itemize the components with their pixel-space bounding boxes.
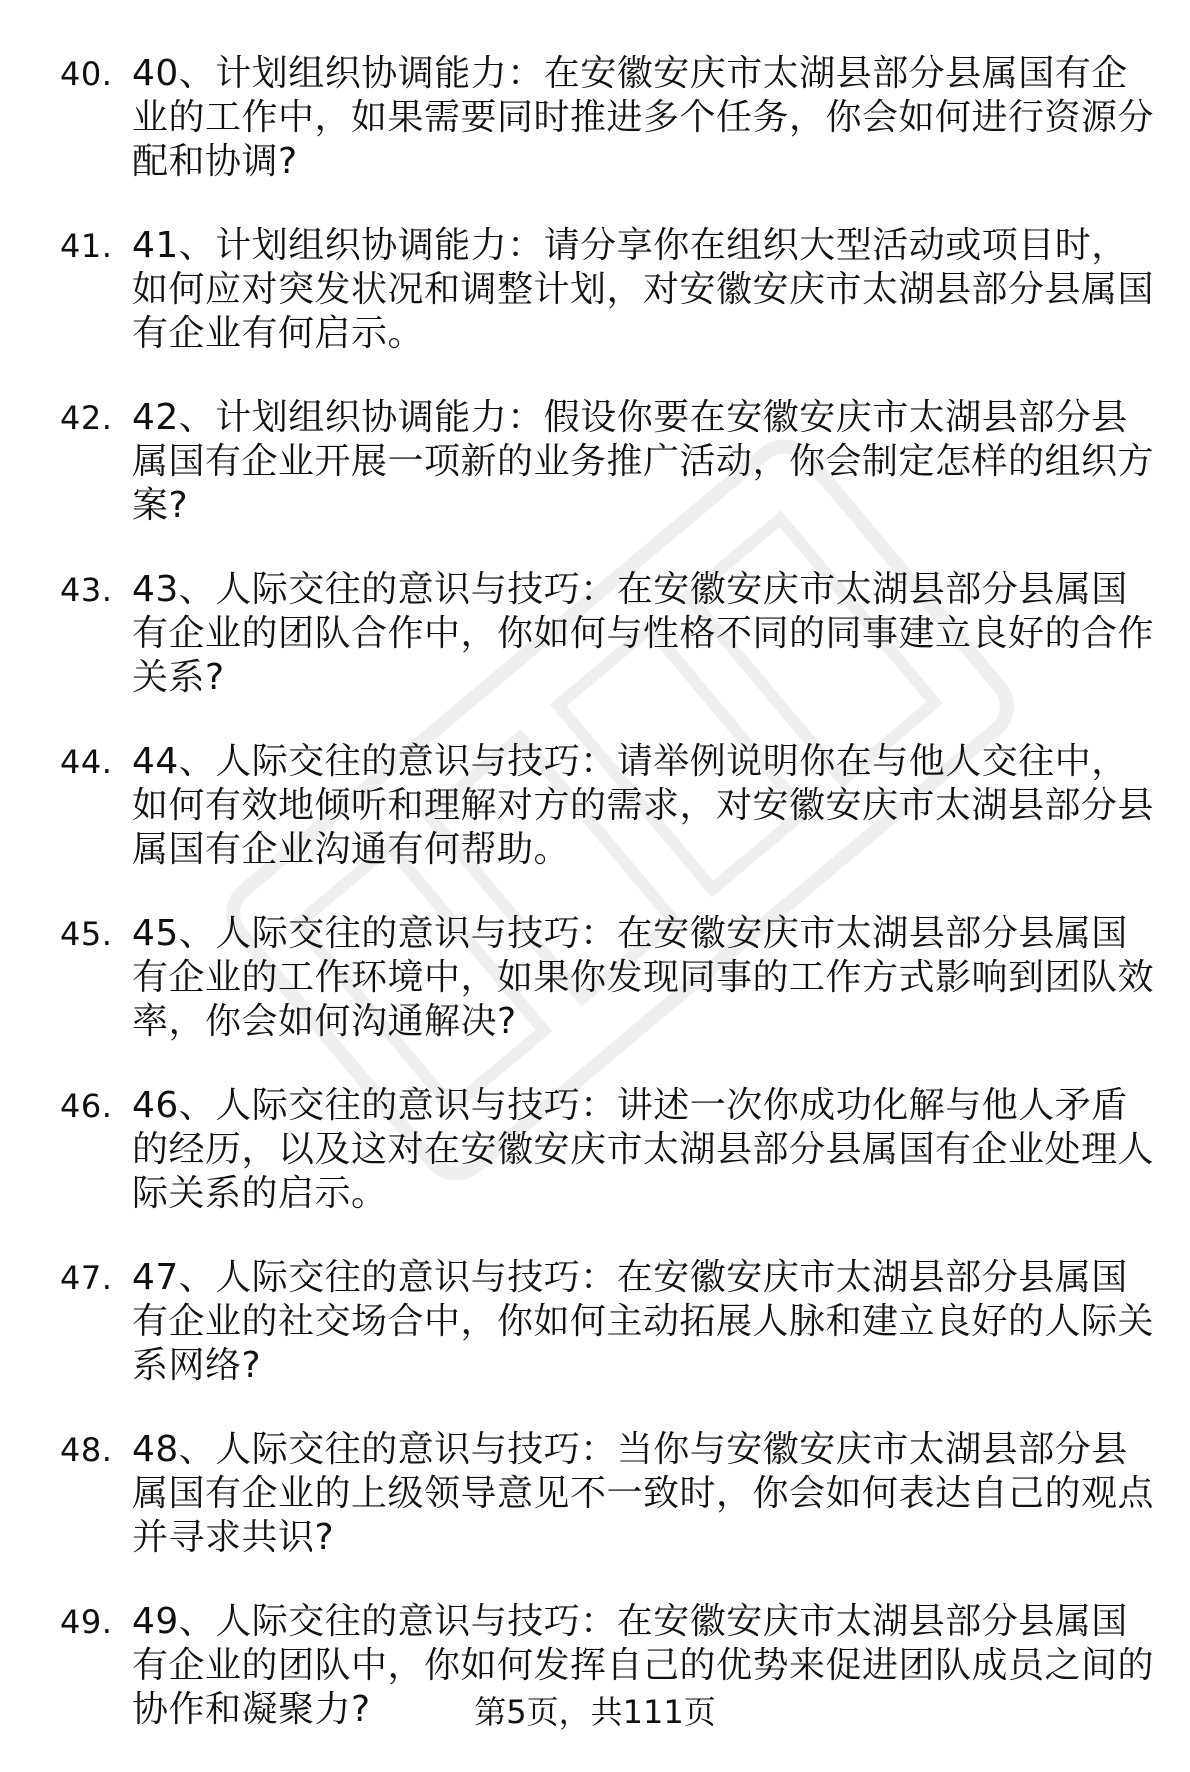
question-item [0,568,1190,700]
question-text: 48、人际交往的意识与技巧：当你与安徽安庆市太湖县部分县属国有企业的上级领导意见不一致时，你会如何表达自己的观点并寻求共识? [132,1429,1155,1558]
question-text: 41、计划组织协调能力：请分享你在组织大型活动或项目时，如何应对突发状况和调整计划，对安徽安庆市太湖县部分县属国有企业有何启示。 [132,225,1155,354]
question-item [0,1428,1190,1560]
question-number: 48. [60,1431,113,1469]
question-text: 45、人际交往的意识与技巧：在安徽安庆市太湖县部分县属国有企业的工作环境中，如果你发现同事的工作方式影响到团队效率，你会如何沟通解决? [132,913,1155,1042]
question-number: 46. [60,1087,113,1125]
question-text: 47、人际交往的意识与技巧：在安徽安庆市太湖县部分县属国有企业的社交场合中，你如何主动拓展人脉和建立良好的人际关系网络? [132,1257,1155,1386]
question-number: 41. [60,227,113,265]
question-item [0,912,1190,1044]
question-item [0,52,1190,184]
question-number: 40. [60,55,113,93]
question-number: 47. [60,1259,113,1297]
question-item [0,224,1190,356]
question-number: 45. [60,915,113,953]
question-item [0,1084,1190,1216]
question-text: 49、人际交往的意识与技巧：在安徽安庆市太湖县部分县属国有企业的团队中，你如何发挥自己的优势来促进团队成员之间的协作和凝聚力? [132,1601,1155,1730]
question-number: 42. [60,399,113,437]
question-list [0,52,1190,1772]
page-footer: 第5页，共111页 [474,1693,716,1731]
question-item [0,396,1190,528]
question-text: 42、计划组织协调能力：假设你要在安徽安庆市太湖县部分县属国有企业开展一项新的业务推广活动，你会制定怎样的组织方案? [132,397,1155,526]
question-number: 43. [60,571,113,609]
question-number: 44. [60,743,113,781]
question-text: 46、人际交往的意识与技巧：讲述一次你成功化解与他人矛盾的经历，以及这对在安徽安庆市太湖县部分县属国有企业处理人际关系的启示。 [132,1085,1155,1214]
question-number: 49. [60,1603,113,1641]
question-item [0,740,1190,872]
question-item [0,1256,1190,1388]
question-text: 44、人际交往的意识与技巧：请举例说明你在与他人交往中，如何有效地倾听和理解对方的需求，对安徽安庆市太湖县部分县属国有企业沟通有何帮助。 [132,741,1155,870]
question-text: 43、人际交往的意识与技巧：在安徽安庆市太湖县部分县属国有企业的团队合作中，你如何与性格不同的同事建立良好的合作关系? [132,569,1155,698]
question-text: 40、计划组织协调能力：在安徽安庆市太湖县部分县属国有企业的工作中，如果需要同时推进多个任务，你会如何进行资源分配和协调? [132,53,1155,182]
